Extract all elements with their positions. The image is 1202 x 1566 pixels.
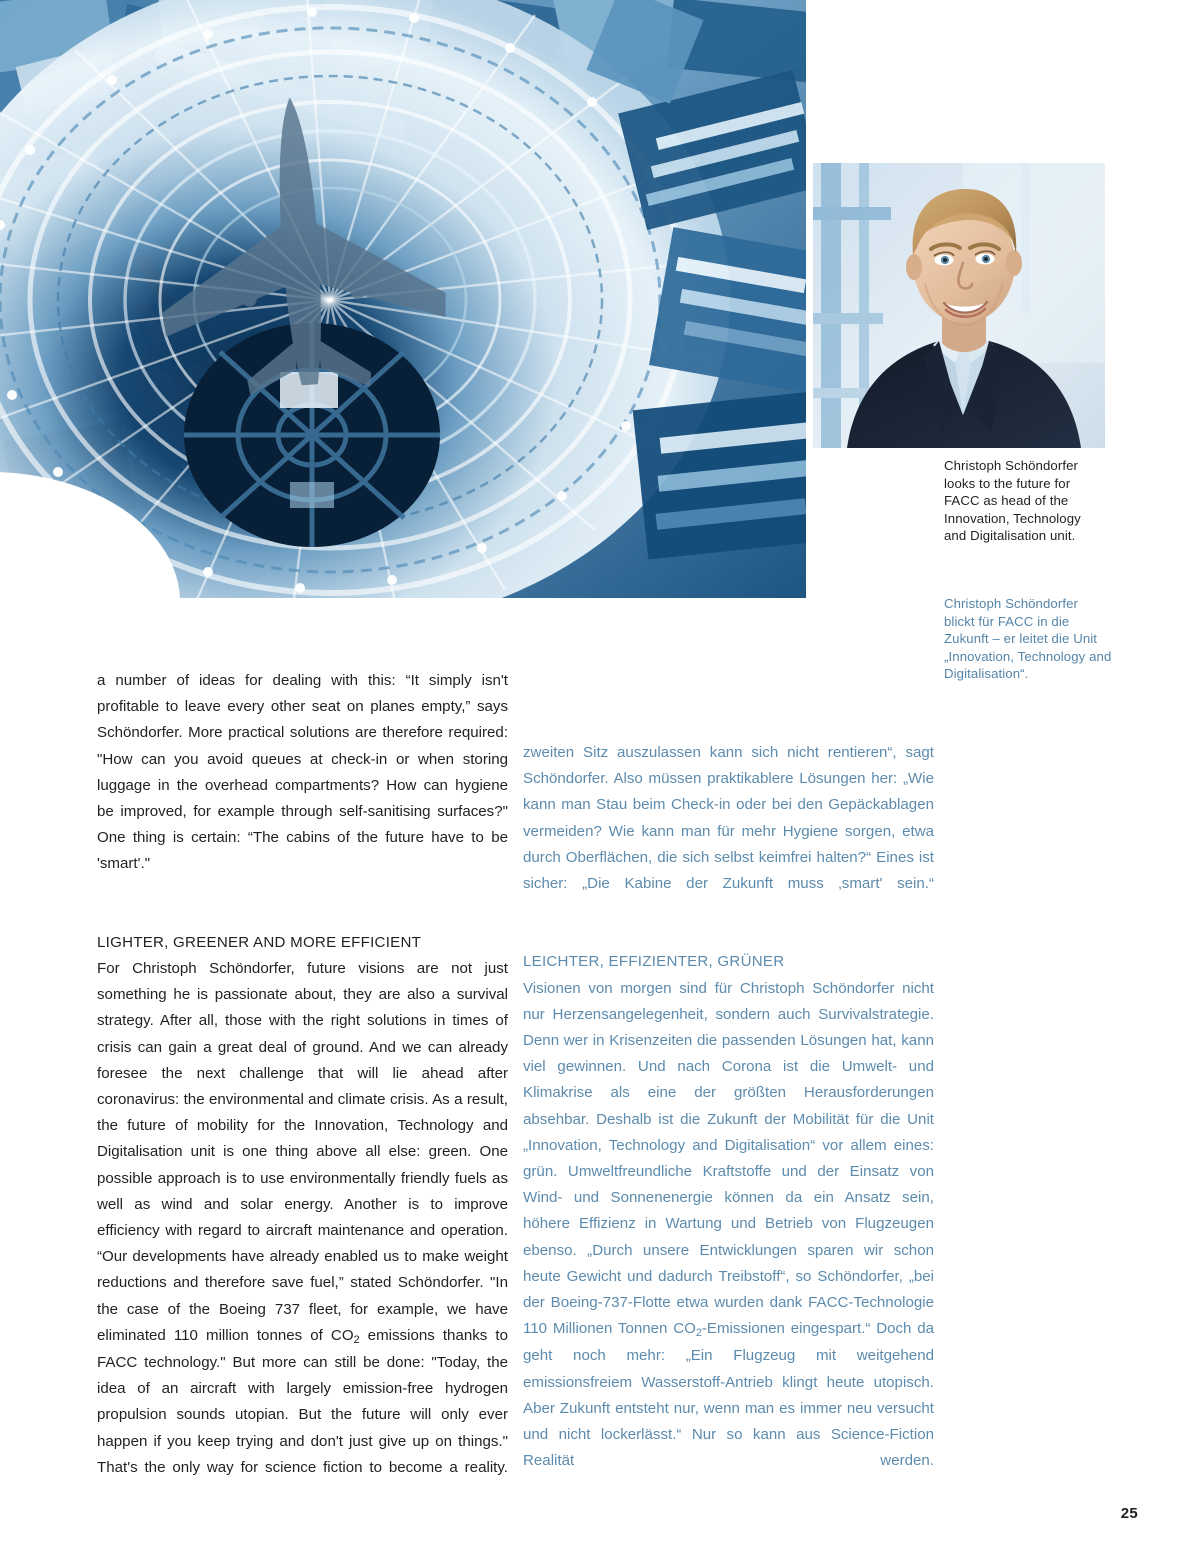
caption-english: Christoph Schöndorfer looks to the future for FACC as head of the Innovation, Technology and Digitalisation unit.: [944, 458, 1081, 544]
subhead-english: LIGHTER, GREENER AND MORE EFFICIENT: [97, 933, 422, 951]
paragraph-de-2: [523, 949, 934, 1500]
article-column-english: [97, 668, 508, 1507]
paragraph-de-1: zweiten Sitz auszulassen kann sich nicht rentieren“, sagt Schöndorfer. Also müssen praktikablere Lösungen her: „Wie kann man Stau beim Check-in oder bei den Gepäckablagen vermeiden? Wie kann man für mehr Hygiene sorgen, etwa durch Oberflächen, die sich selbst keimfrei halten?“ Eines ist sicher: „Die Kabine der Zukunft muss ‚smart' sein.“: [523, 744, 934, 893]
paragraph-de-2-part-b: -Emissionen eingespart.“ Doch da geht noch mehr: „Ein Flugzeug mit weitgehend emissionsfreiem Wasserstoff-Antrieb klingt heute utopisch. Aber Zukunft entsteht nur, wenn man es immer neu versucht und nicht lockerlässt.“ Nur so kann aus Science-Fiction Realität werden.: [523, 1320, 934, 1470]
page-number: 25: [1120, 1505, 1138, 1522]
portrait-graphic: [813, 163, 1105, 448]
portrait-christoph-schoendorfer: [813, 163, 1105, 448]
paragraph-en-2-part-b: emissions thanks to FACC technology." But more can still be done: "Today, the idea of an aircraft with largely emission-free hydrogen propulsion sounds utopian. But the future will only ever happen if you keep trying and don't just give up on things." That's the only way for science fiction to become a reality.: [97, 1326, 508, 1476]
hero-image-graphic: [0, 0, 806, 598]
paragraph-en-2: [97, 930, 508, 1507]
caption-german: Christoph Schöndorfer blickt für FACC in die Zukunft – er leitet die Unit „Innovation, Technology and Digitalisation“.: [944, 596, 1112, 682]
hero-image-airport-aerial: [0, 0, 806, 598]
article-column-german: [523, 740, 934, 1501]
subhead-german: LEICHTER, EFFIZIENTER, GRÜNER: [523, 953, 785, 971]
paragraph-de-2-part-a: Visionen von morgen sind für Christoph Schöndorfer nicht nur Herzensangelegenheit, sondern auch Survivalstrategie. Denn wer in Krisenzeiten die passenden Lösungen hat, kann viel gewinnen. Und nach Corona ist die Umwelt- und Klimakrise als eine der größten Herausforderungen absehbar. Deshalb ist die Zukunft der Mobilität für die Unit „Innovation, Technology and Digitalisation“ vor allem eines: grün. Umweltfreundliche Kraftstoffe und der Einsatz von Wind- und Sonnenenergie können da ein Ansatz sein, höhere Effizienz in Wartung und Betrieb von Flugzeugen ebenso. „Durch unsere Entwicklungen sparen wir schon heute Gewicht und dadurch Treibstoff“, so Schöndorfer, „bei der Boeing-737-Flotte etwa wurden dank FACC-Technologie 110 Millionen Tonnen CO: [523, 979, 934, 1338]
co2-subscript-de: 2: [695, 1327, 702, 1340]
paragraph-en-1: a number of ideas for dealing with this: “It simply isn't profitable to leave every other seat on planes empty,” says Schöndorfer. More practical solutions are therefore required: "How can you avoid queues at check-in or when storing luggage in the overhead compartments? How can hygiene be improved, for example through self-sanitising surfaces?" One thing is certain: “The cabins of the future have to be 'smart'.": [97, 672, 508, 873]
paragraph-en-2-part-a: For Christoph Schöndorfer, future visions are not just something he is passionate about, they are also a survival strategy. After all, those with the right solutions in times of crisis can gain a great deal of ground. And we can already foresee the next challenge that will lie ahead after coronavirus: the environmental and climate crisis. As a result, the future of mobility for the Innovation, Technology and Digitalisation unit is one thing above all else: green. One possible approach is to use environmentally friendly fuels as well as wind and solar energy. Another is to improve efficiency with regard to aircraft maintenance and operation. “Our developments have already enabled us to make weight reductions and therefore save fuel,” stated Schöndorfer. "In the case of the Boeing 737 fleet, for example, we have eliminated 110 million tonnes of CO: [97, 960, 508, 1344]
co2-subscript-en: 2: [353, 1333, 360, 1346]
